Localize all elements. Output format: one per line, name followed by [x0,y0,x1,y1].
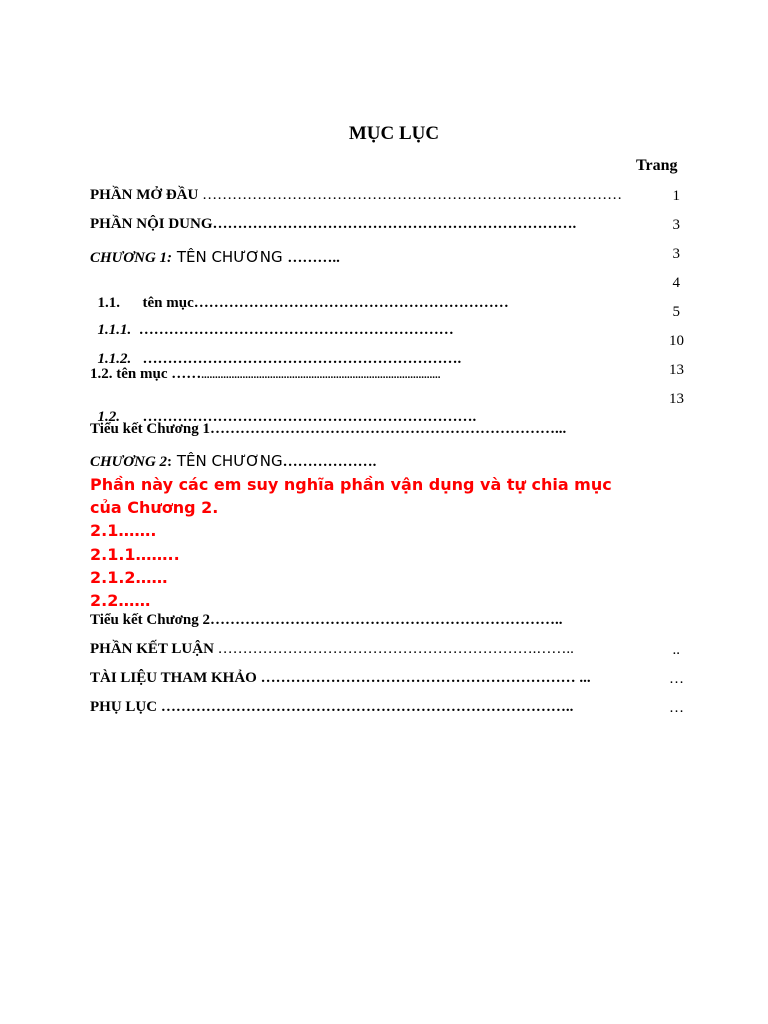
toc-entry-text: Tiểu kết Chương 2…………………………………………………………….. [90,612,563,628]
toc-entry-text: 1.2. tên mục …… [90,366,202,382]
toc-entry-tieu-ket-1[interactable] [90,421,566,438]
toc-page-number: … [669,700,684,716]
toc-entry-text: PHỤ LỤC ……………………………………………………………………….. [90,699,574,715]
red-instruction-line-2: của Chương 2. [90,498,219,517]
toc-dots: ……….. [287,250,340,266]
red-section-2-1-2: 2.1.2…… [90,568,168,587]
toc-page-number: 13 [669,391,684,407]
toc-dots: ………………………………………………………. [131,351,462,367]
toc-entry-chuong-2[interactable] [90,452,376,471]
red-section-2-1: 2.1……. [90,521,157,540]
toc-page-number: … [669,671,684,687]
toc-page-number: 13 [669,362,684,378]
chapter-name: TÊN CHƯƠNG [172,452,283,470]
page-title: MỤC LỤC [348,123,440,144]
red-instruction-line-1: Phần này các em suy nghĩa phần vận dụng và tự chia mục [90,475,612,494]
toc-dots: ………………………………………………………………………… [198,187,623,203]
toc-entry-text: 1.1. tên mục……………………………………………………… [97,295,509,311]
toc-entry-text: PHẦN KẾT LUẬN [90,641,214,657]
chapter-name: TÊN CHƯƠNG [172,248,288,266]
toc-entry-1-1-2[interactable] [90,334,461,368]
page-column-header: Trang [636,157,678,174]
toc-entry-tieu-ket-2[interactable] [90,612,562,629]
toc-entry-text: PHẦN NỘI DUNG………………………………………………………………. [90,216,577,232]
toc-entry-text: TÀI LIỆU THAM KHẢO ……………………………………………………… ... [90,670,591,686]
toc-page-number: 10 [669,333,684,349]
chapter-colon: : [167,454,173,470]
section-label: 1.2. [97,409,120,425]
toc-dots: ....................................................................................... [201,369,441,381]
toc-entry-tai-lieu[interactable] [90,670,591,687]
toc-dots: ………………. [282,454,377,470]
toc-entry-1-2[interactable] [90,366,441,383]
toc-entry-chuong-1[interactable] [90,248,340,267]
toc-entry-phu-luc[interactable] [90,699,573,716]
chapter-label: CHƯƠNG 2 [90,454,168,470]
toc-page-number: 5 [672,304,680,320]
toc-entry-text: PHẦN MỞ ĐẦU [90,187,199,203]
section-label: 1.1.2. [97,351,132,367]
toc-page-number: .. [672,642,680,658]
toc-entry-ket-luan[interactable] [90,641,574,658]
toc-dots: ……………………………………………………… [131,322,454,338]
toc-entry-mo-dau[interactable] [90,187,622,204]
chapter-label: CHƯƠNG 1: [90,250,173,266]
toc-entry-noi-dung[interactable] [90,216,576,233]
toc-page-number: 3 [672,217,680,233]
toc-entry-text: Tiểu kết Chương 1……………………………………………………………... [90,421,567,437]
toc-dots: ……………………………………………………….…….. [213,641,574,657]
toc-page-number: 1 [672,188,680,204]
toc-page-number: 3 [672,246,680,262]
toc-dots: …………………………………………………………. [120,409,477,425]
toc-page-number: 4 [672,275,680,291]
red-section-2-1-1: 2.1.1…….. [90,545,180,564]
section-label: 1.1.1. [97,322,132,338]
red-section-2-2: 2.2…… [90,591,151,610]
